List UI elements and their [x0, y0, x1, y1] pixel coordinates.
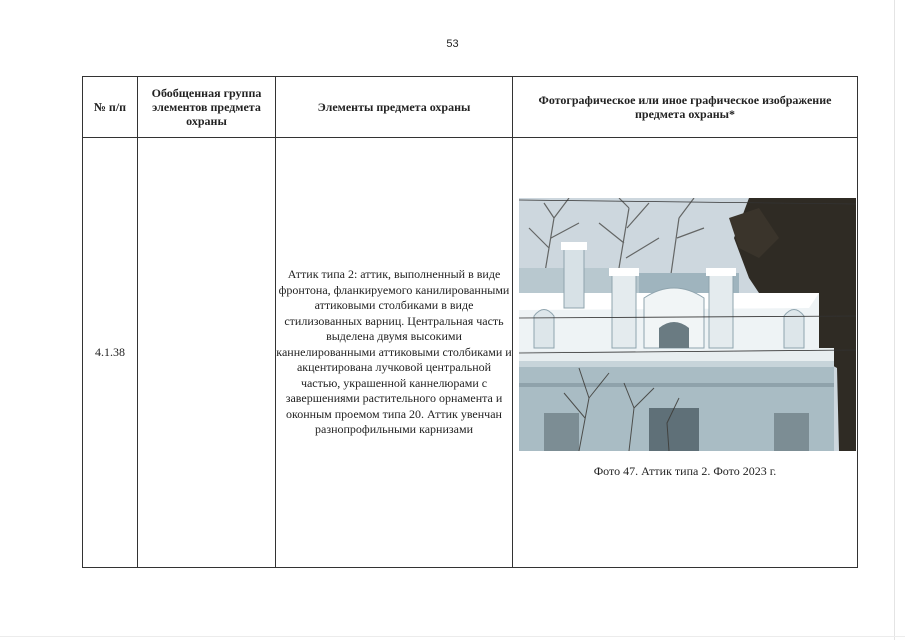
- row-number: 4.1.38: [83, 138, 138, 568]
- row-group: [138, 138, 276, 568]
- row-photo-cell: [513, 138, 858, 568]
- header-image: Фотографическое или иное графическое изображение предмета охраны*: [513, 77, 858, 138]
- page-number: 53: [446, 38, 459, 50]
- photo-caption: Фото 47. Аттик типа 2. Фото 2023 г.: [593, 464, 777, 478]
- row-description: Аттик типа 2: аттик, выполненный в виде фронтона, фланкируемого канилированными аттиковыми столбиками в виде стилизованных варниц. Центральная часть выделена двумя высокими каннелированными аттиковыми столбиками и акцентирована лучковой центральной частью, украшенной каннелюрами с завершениями растительного орнамента и оконным проемом типа 20. Аттик увенчан разнопрофильными карнизами: [276, 138, 513, 568]
- header-number: № п/п: [83, 77, 138, 138]
- header-group: Обобщенная группа элементов предмета охраны: [138, 77, 276, 138]
- scan-edge-right: [894, 0, 895, 640]
- protection-elements-table: [82, 76, 858, 568]
- table-row: [83, 138, 858, 568]
- attic-photo: [519, 198, 856, 451]
- scan-edge-bottom: [0, 636, 905, 637]
- table-header-row: [83, 77, 858, 138]
- header-elements: Элементы предмета охраны: [276, 77, 513, 138]
